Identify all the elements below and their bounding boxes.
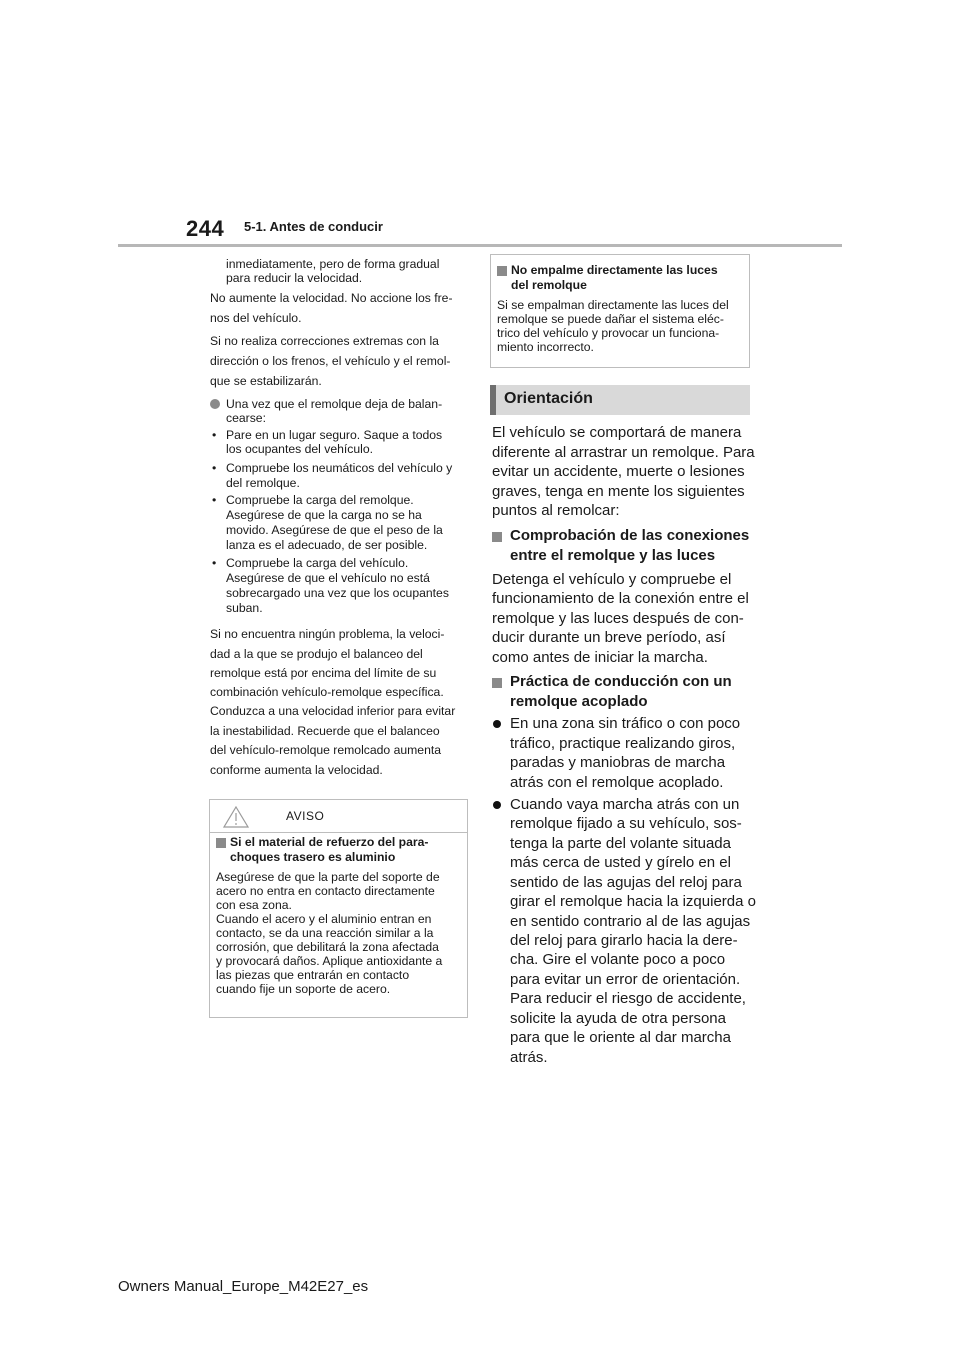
- text-line: Conduzca a una velocidad inferior para evitar: [210, 704, 456, 718]
- warning-text: Cuando el acero y el aluminio entran en: [216, 912, 432, 926]
- text-line: nos del vehículo.: [210, 311, 302, 325]
- bullet-dot-icon: [493, 801, 501, 809]
- warning-triangle-icon: [223, 806, 249, 828]
- text-line: para evitar un error de orientación.: [510, 971, 741, 988]
- text-line: remolque está por encima del límite de su: [210, 666, 437, 680]
- text-line: diferente al arrastrar un remolque. Para: [492, 444, 755, 461]
- warning-label: AVISO: [286, 809, 325, 823]
- text-line: cearse:: [226, 411, 266, 425]
- section-title-accent: [490, 385, 496, 415]
- text-line: graves, tenga en mente los siguientes: [492, 483, 745, 500]
- warning-text: corrosión, que debilitará la zona afectada: [216, 940, 439, 954]
- list-item: Asegúrese de que la carga no se ha: [226, 508, 422, 522]
- text-line: sentido de las agujas del reloj para: [510, 874, 742, 891]
- list-item: los ocupantes del vehículo.: [226, 442, 374, 456]
- text-line: del vehículo-remolque remolcado aumenta: [210, 743, 442, 757]
- warning-header: [210, 800, 467, 833]
- text-line: puntos al remolcar:: [492, 502, 620, 519]
- subsection-heading: Comprobación de las conexiones: [510, 527, 750, 544]
- footer-text: Owners Manual_Europe_M42E27_es: [118, 1278, 369, 1295]
- text-line: que se estabilizarán.: [210, 374, 322, 388]
- warning-text: las piezas que entrarán en contacto: [216, 968, 410, 982]
- list-mark: •: [212, 556, 217, 570]
- warning-heading: choques trasero es aluminio: [230, 850, 396, 864]
- text-line: funcionamiento de la conexión entre el: [492, 590, 749, 607]
- text-line: la inestabilidad. Recuerde que el balanceo: [210, 724, 440, 738]
- text-line: atrás con el remolque acoplado.: [510, 774, 724, 791]
- list-item: sobrecargado una vez que los ocupantes: [226, 586, 449, 600]
- list-mark: •: [212, 461, 217, 475]
- page-number: 244: [186, 216, 225, 241]
- note-text: Si se empalman directamente las luces del: [497, 298, 729, 312]
- text-line: No aumente la velocidad. No accione los fre-: [210, 291, 453, 305]
- text-line: Cuando vaya marcha atrás con un: [510, 796, 740, 813]
- text-line: para que le oriente al dar marcha: [510, 1029, 731, 1046]
- subsection-heading: remolque acoplado: [510, 693, 648, 710]
- bullet-dot-icon: [210, 399, 220, 409]
- text-line: tenga la parte del volante situada: [510, 835, 731, 852]
- text-line: remolque y las luces después de con-: [492, 610, 744, 627]
- warning-text: contacto, se da una reacción similar a la: [216, 926, 434, 940]
- text-line: inmediatamente, pero de forma gradual: [226, 257, 440, 271]
- note-text: remolque se puede dañar el sistema eléc-: [497, 312, 724, 326]
- list-item: del remolque.: [226, 476, 300, 490]
- list-item: suban.: [226, 601, 263, 615]
- text-line: Para reducir el riesgo de accidente,: [510, 990, 746, 1007]
- text-line: dirección o los frenos, el vehículo y el remol-: [210, 354, 451, 368]
- text-line: evitar un accidente, muerte o lesiones: [492, 463, 745, 480]
- text-line: ducir durante un breve período, así: [492, 629, 726, 646]
- subsection-heading: Práctica de conducción con un: [510, 673, 732, 690]
- text-line: del reloj para girarlo hacia la dere-: [510, 932, 738, 949]
- text-line: conforme aumenta la velocidad.: [210, 763, 383, 777]
- square-bullet-icon: [216, 838, 226, 848]
- text-line: tráfico, practique realizando giros,: [510, 735, 736, 752]
- note-heading: del remolque: [511, 278, 587, 292]
- text-line: Una vez que el remolque deja de balan-: [226, 397, 443, 411]
- list-item: movido. Asegúrese de que el peso de la: [226, 523, 443, 537]
- list-item: Compruebe los neumáticos del vehículo y: [226, 461, 453, 475]
- square-bullet-icon: [497, 266, 507, 276]
- warning-text: acero no entra en contacto directamente: [216, 884, 435, 898]
- warning-text: cuando fije un soporte de acero.: [216, 982, 391, 996]
- text-line: en sentido contrario al de las agujas: [510, 913, 751, 930]
- text-line: cha. Gire el volante poco a poco: [510, 951, 726, 968]
- text-line: combinación vehículo-remolque específica.: [210, 685, 444, 699]
- warning-box: [209, 799, 468, 1018]
- warning-text: con esa zona.: [216, 898, 292, 912]
- text-line: Si no encuentra ningún problema, la veloci-: [210, 627, 445, 641]
- list-item: lanza es el adecuado, de ser posible.: [226, 538, 428, 552]
- list-item: Compruebe la carga del remolque.: [226, 493, 414, 507]
- text-line: solicite la ayuda de otra persona: [510, 1010, 726, 1027]
- list-mark: •: [212, 493, 217, 507]
- square-bullet-icon: [492, 532, 502, 542]
- bullet-dot-icon: [493, 720, 501, 728]
- square-bullet-icon: [492, 678, 502, 688]
- section-heading: Orientación: [504, 390, 593, 407]
- list-item: Compruebe la carga del vehículo.: [226, 556, 409, 570]
- text-line: atrás.: [510, 1049, 548, 1066]
- text-line: como antes de iniciar la marcha.: [492, 649, 708, 666]
- warning-heading: Si el material de refuerzo del para-: [230, 835, 429, 849]
- text-line: paradas y maniobras de marcha: [510, 754, 726, 771]
- text-line: dad a la que se produjo el balanceo del: [210, 647, 423, 661]
- subsection-heading: entre el remolque y las luces: [510, 547, 716, 564]
- text-line: remolque fijado a su vehículo, sos-: [510, 815, 742, 832]
- header-rule: [118, 244, 842, 247]
- text-line: Si no realiza correcciones extremas con la: [210, 334, 439, 348]
- text-line: En una zona sin tráfico o con poco: [510, 715, 741, 732]
- note-box: [490, 254, 750, 368]
- note-text: trico del vehículo y provocar un funciona-: [497, 326, 720, 340]
- note-heading: No empalme directamente las luces: [511, 263, 718, 277]
- warning-text: Asegúrese de que la parte del soporte de: [216, 870, 440, 884]
- list-item: Asegúrese de que el vehículo no está: [226, 571, 430, 585]
- list-mark: •: [212, 428, 217, 442]
- warning-text: y provocará daños. Aplique antioxidante a: [216, 954, 443, 968]
- note-text: miento incorrecto.: [497, 340, 594, 354]
- text-line: más cerca de usted y gírelo en el: [510, 854, 731, 871]
- list-item: Pare en un lugar seguro. Saque a todos: [226, 428, 443, 442]
- text-line: para reducir la velocidad.: [226, 271, 363, 285]
- text-line: Detenga el vehículo y compruebe el: [492, 571, 732, 588]
- text-line: El vehículo se comportará de manera: [492, 424, 742, 441]
- section-title: 5-1. Antes de conducir: [244, 219, 383, 234]
- text-line: girar el remolque hacia la izquierda o: [510, 893, 756, 910]
